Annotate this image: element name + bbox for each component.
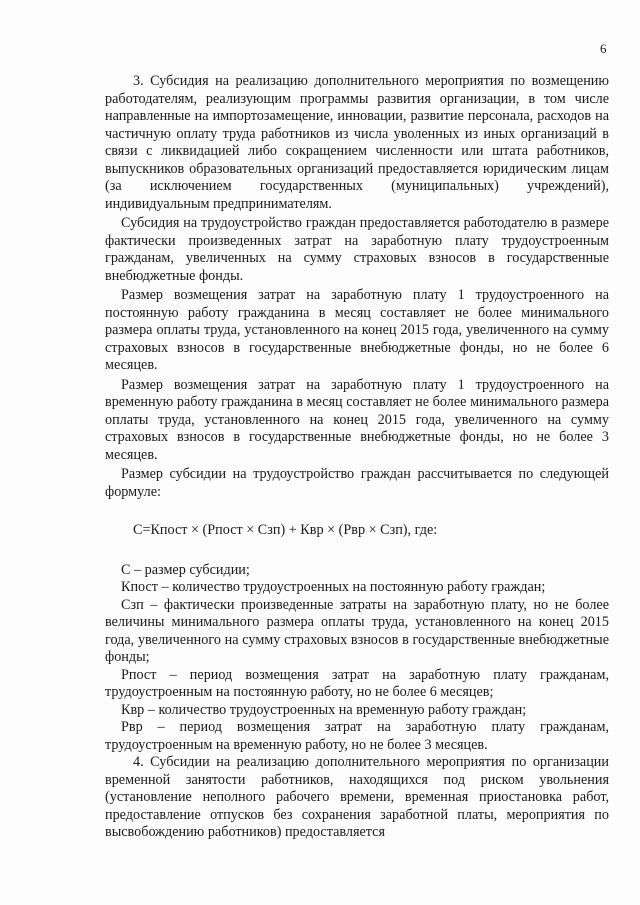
definition-item: Рпост – период возмещения затрат на заработную плату гражданам, трудоустроенным на постоянную работу, но не более 6 месяцев; [105,666,609,700]
paragraph-subsidy-4: 4. Субсидии на реализацию дополнительного мероприятия по организации временной занятости работников, находящихся под риском увольнения (установление неполного рабочего времени, временная приостановка работ, предоставление отпусков без сохранения заработной платы, мероприятия по высвобождению работников) предоставляется [105,754,609,840]
paragraph-formula-intro: Размер субсидии на трудоустройство граждан рассчитывается по следующей формуле: [105,466,609,500]
definition-item: Рвр – период возмещения затрат на заработную плату гражданам, трудоустроенным на временную работу, но не более 3 месяцев. [105,719,609,753]
definition-item: Сзп – фактически произведенные затраты на заработную плату, но не более величины минимального размера оплаты труда, установленного на конец 2015 года, увеличенного на сумму страховых взносов в государственные внебюджетные фонды; [105,596,609,665]
paragraph-permanent-work: Размер возмещения затрат на заработную плату 1 трудоустроенного на постоянную работу гражданина в месяц составляет не более минимального размера оплаты труда, установленного на конец 2015 года, увеличенного на сумму страховых взносов в государственные внебюджетные фонды, но не более 6 месяцев. [105,287,609,373]
document-body [105,73,609,842]
paragraph-temporary-work: Размер возмещения затрат на заработную плату 1 трудоустроенного на временную работу гражданина в месяц составляет не более минимального размера оплаты труда, установленного на конец 2015 года, увеличенного на сумму страховых взносов в государственные внебюджетные фонды, но не более 3 месяцев. [105,376,609,463]
definition-item: Квр – количество трудоустроенных на временную работу граждан; [121,701,527,718]
subsidy-formula: С=Кпост × (Рпост × Сзп) + Квр × (Рвр × Сзп), где: [133,522,438,538]
paragraph-subsidy-3: 3. Субсидия на реализацию дополнительного мероприятия по возмещению работодателям, реализующим программы развития организации, в том числе направленные на импортозамещение, инновации, развитие персонала, расходов на частичную оплату труда работников из числа уволенных из иных организаций в связи с ликвидацией либо сокращением численности или штата работников, выпускников образовательных организаций предоставляется юридическим лицам (за исключением государственных (муниципальных) учреждений), индивидуальным предпринимателям. [105,73,609,212]
definition-item: С – размер субсидии; [121,561,250,578]
definition-item: Кпост – количество трудоустроенных на постоянную работу граждан; [121,579,546,595]
page-number: 6 [600,41,607,56]
paragraph-subsidy-employment: Субсидия на трудоустройство граждан предоставляется работодателю в размере фактически произведенных затрат на заработную плату трудоустроенным гражданам, увеличенных на сумму страховых взносов в государственные внебюджетные фонды. [105,215,609,284]
